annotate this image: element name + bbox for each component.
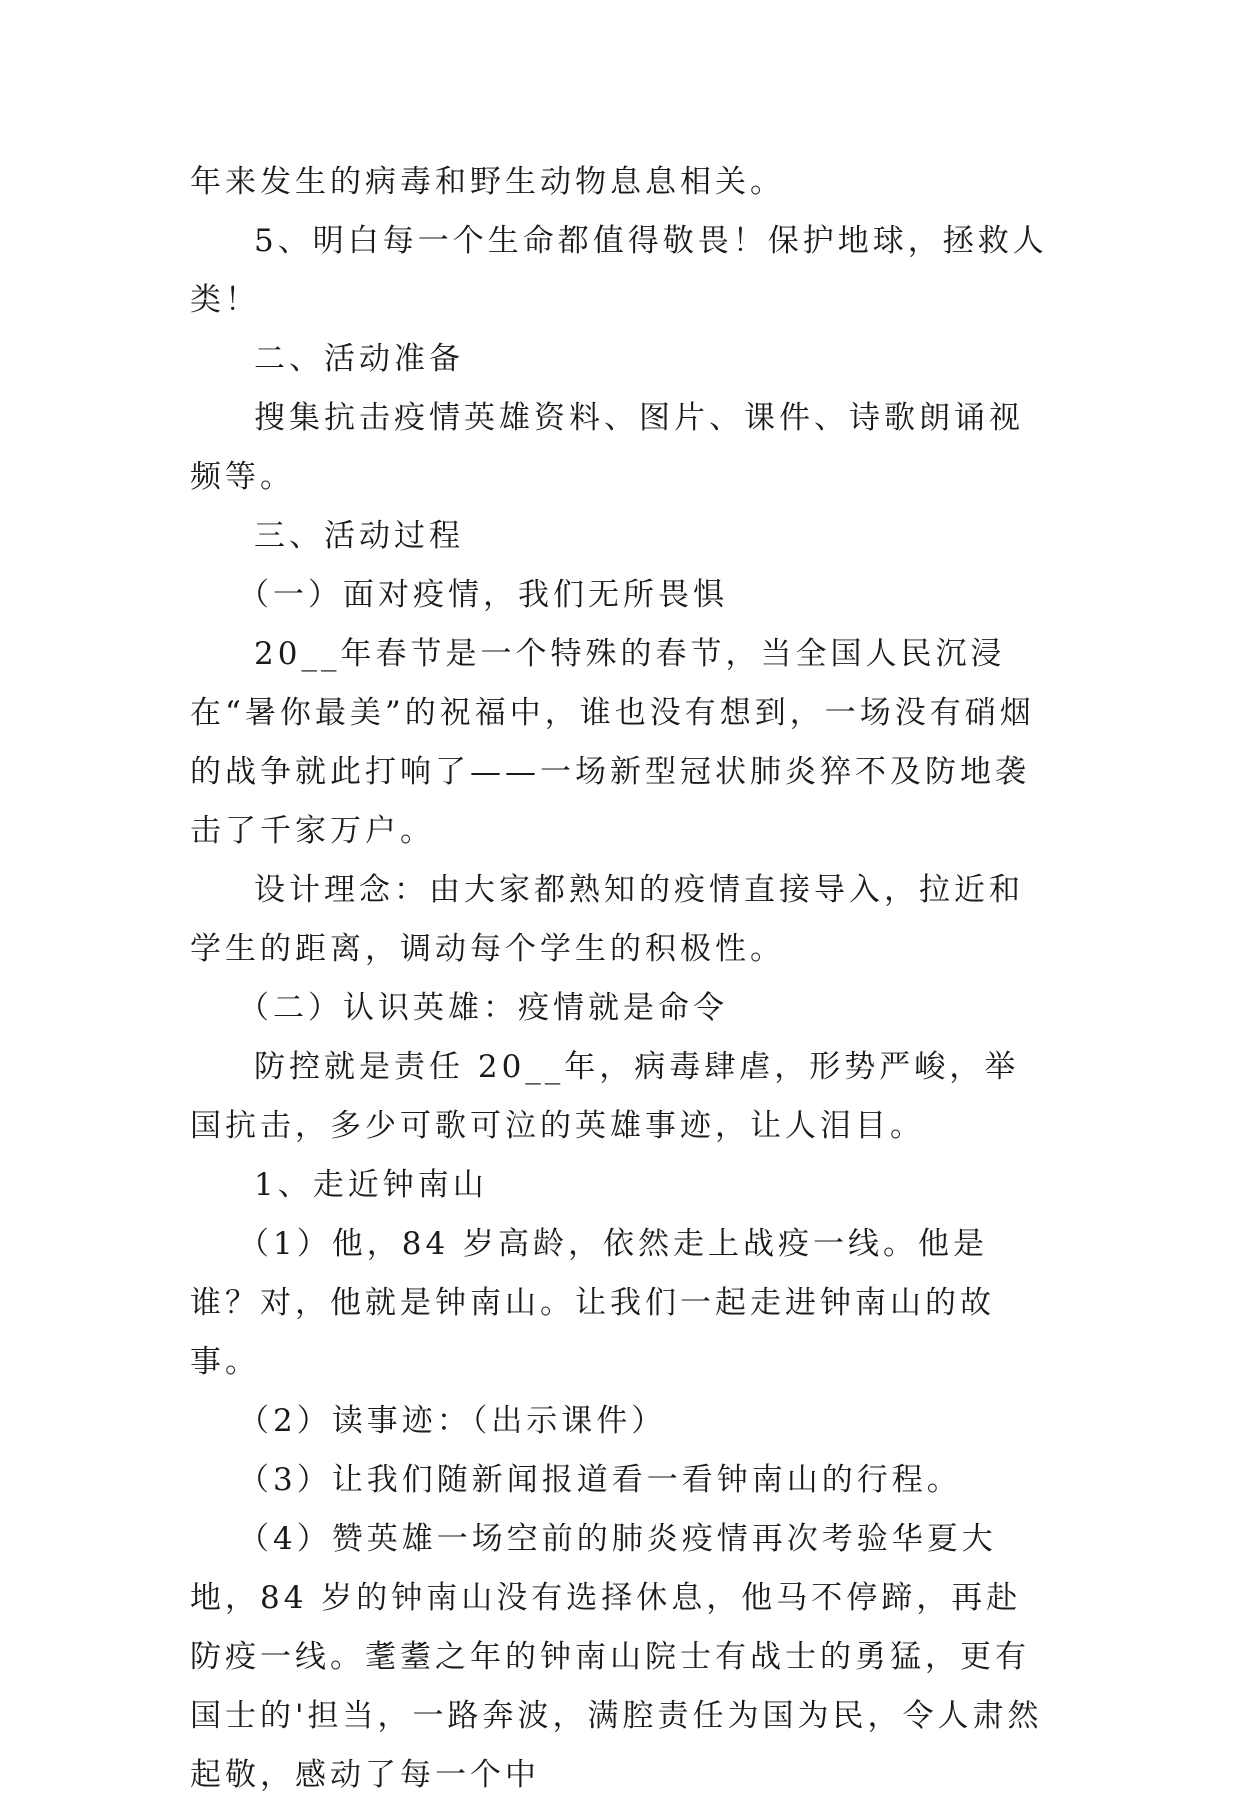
paragraph: （4）赞英雄一场空前的肺炎疫情再次考验华夏大地，84 岁的钟南山没有选择休息，他马不停蹄，再赴防疫一线。耄耋之年的钟南山院士有战士的勇猛，更有国士的'担当，一路奔波，满腔责任为国为民，令人肃然起敬，感动了每一个中 <box>190 1521 1043 1793</box>
list-heading: 1、走近钟南山 <box>254 1167 488 1203</box>
section-heading: 三、活动过程 <box>254 518 464 554</box>
subsection-heading: （一）面对疫情，我们无所畏惧 <box>238 577 728 613</box>
subsection-heading: （二）认识英雄：疫情就是命令 <box>238 990 728 1026</box>
document-body <box>190 153 1052 1805</box>
paragraph: 20__年春节是一个特殊的春节，当全国人民沉浸在“暑你最美”的祝福中，谁也没有想到，一场没有硝烟的战争就此打响了——一场新型冠状肺炎猝不及防地袭击了千家万户。 <box>190 636 1035 849</box>
paragraph: （1）他，84 岁高龄，依然走上战疫一线。他是谁？对，他就是钟南山。让我们一起走进钟南山的故事。 <box>190 1226 995 1380</box>
section-heading: 二、活动准备 <box>254 341 464 377</box>
paragraph: 搜集抗击疫情英雄资料、图片、课件、诗歌朗诵视频等。 <box>190 400 1024 495</box>
paragraph: （3）让我们随新闻报道看一看钟南山的行程。 <box>238 1462 962 1498</box>
paragraph: 5、明白每一个生命都值得敬畏！保护地球，拯救人类！ <box>190 223 1048 318</box>
paragraph: 设计理念：由大家都熟知的疫情直接导入，拉近和学生的距离，调动每个学生的积极性。 <box>190 872 1024 967</box>
paragraph: 年来发生的病毒和野生动物息息相关。 <box>190 164 785 200</box>
paragraph: 防控就是责任 20__年，病毒肆虐，形势严峻，举国抗击，多少可歌可泣的英雄事迹，让人泪目。 <box>190 1049 1020 1144</box>
paragraph: （2）读事迹：（出示课件） <box>238 1403 667 1439</box>
